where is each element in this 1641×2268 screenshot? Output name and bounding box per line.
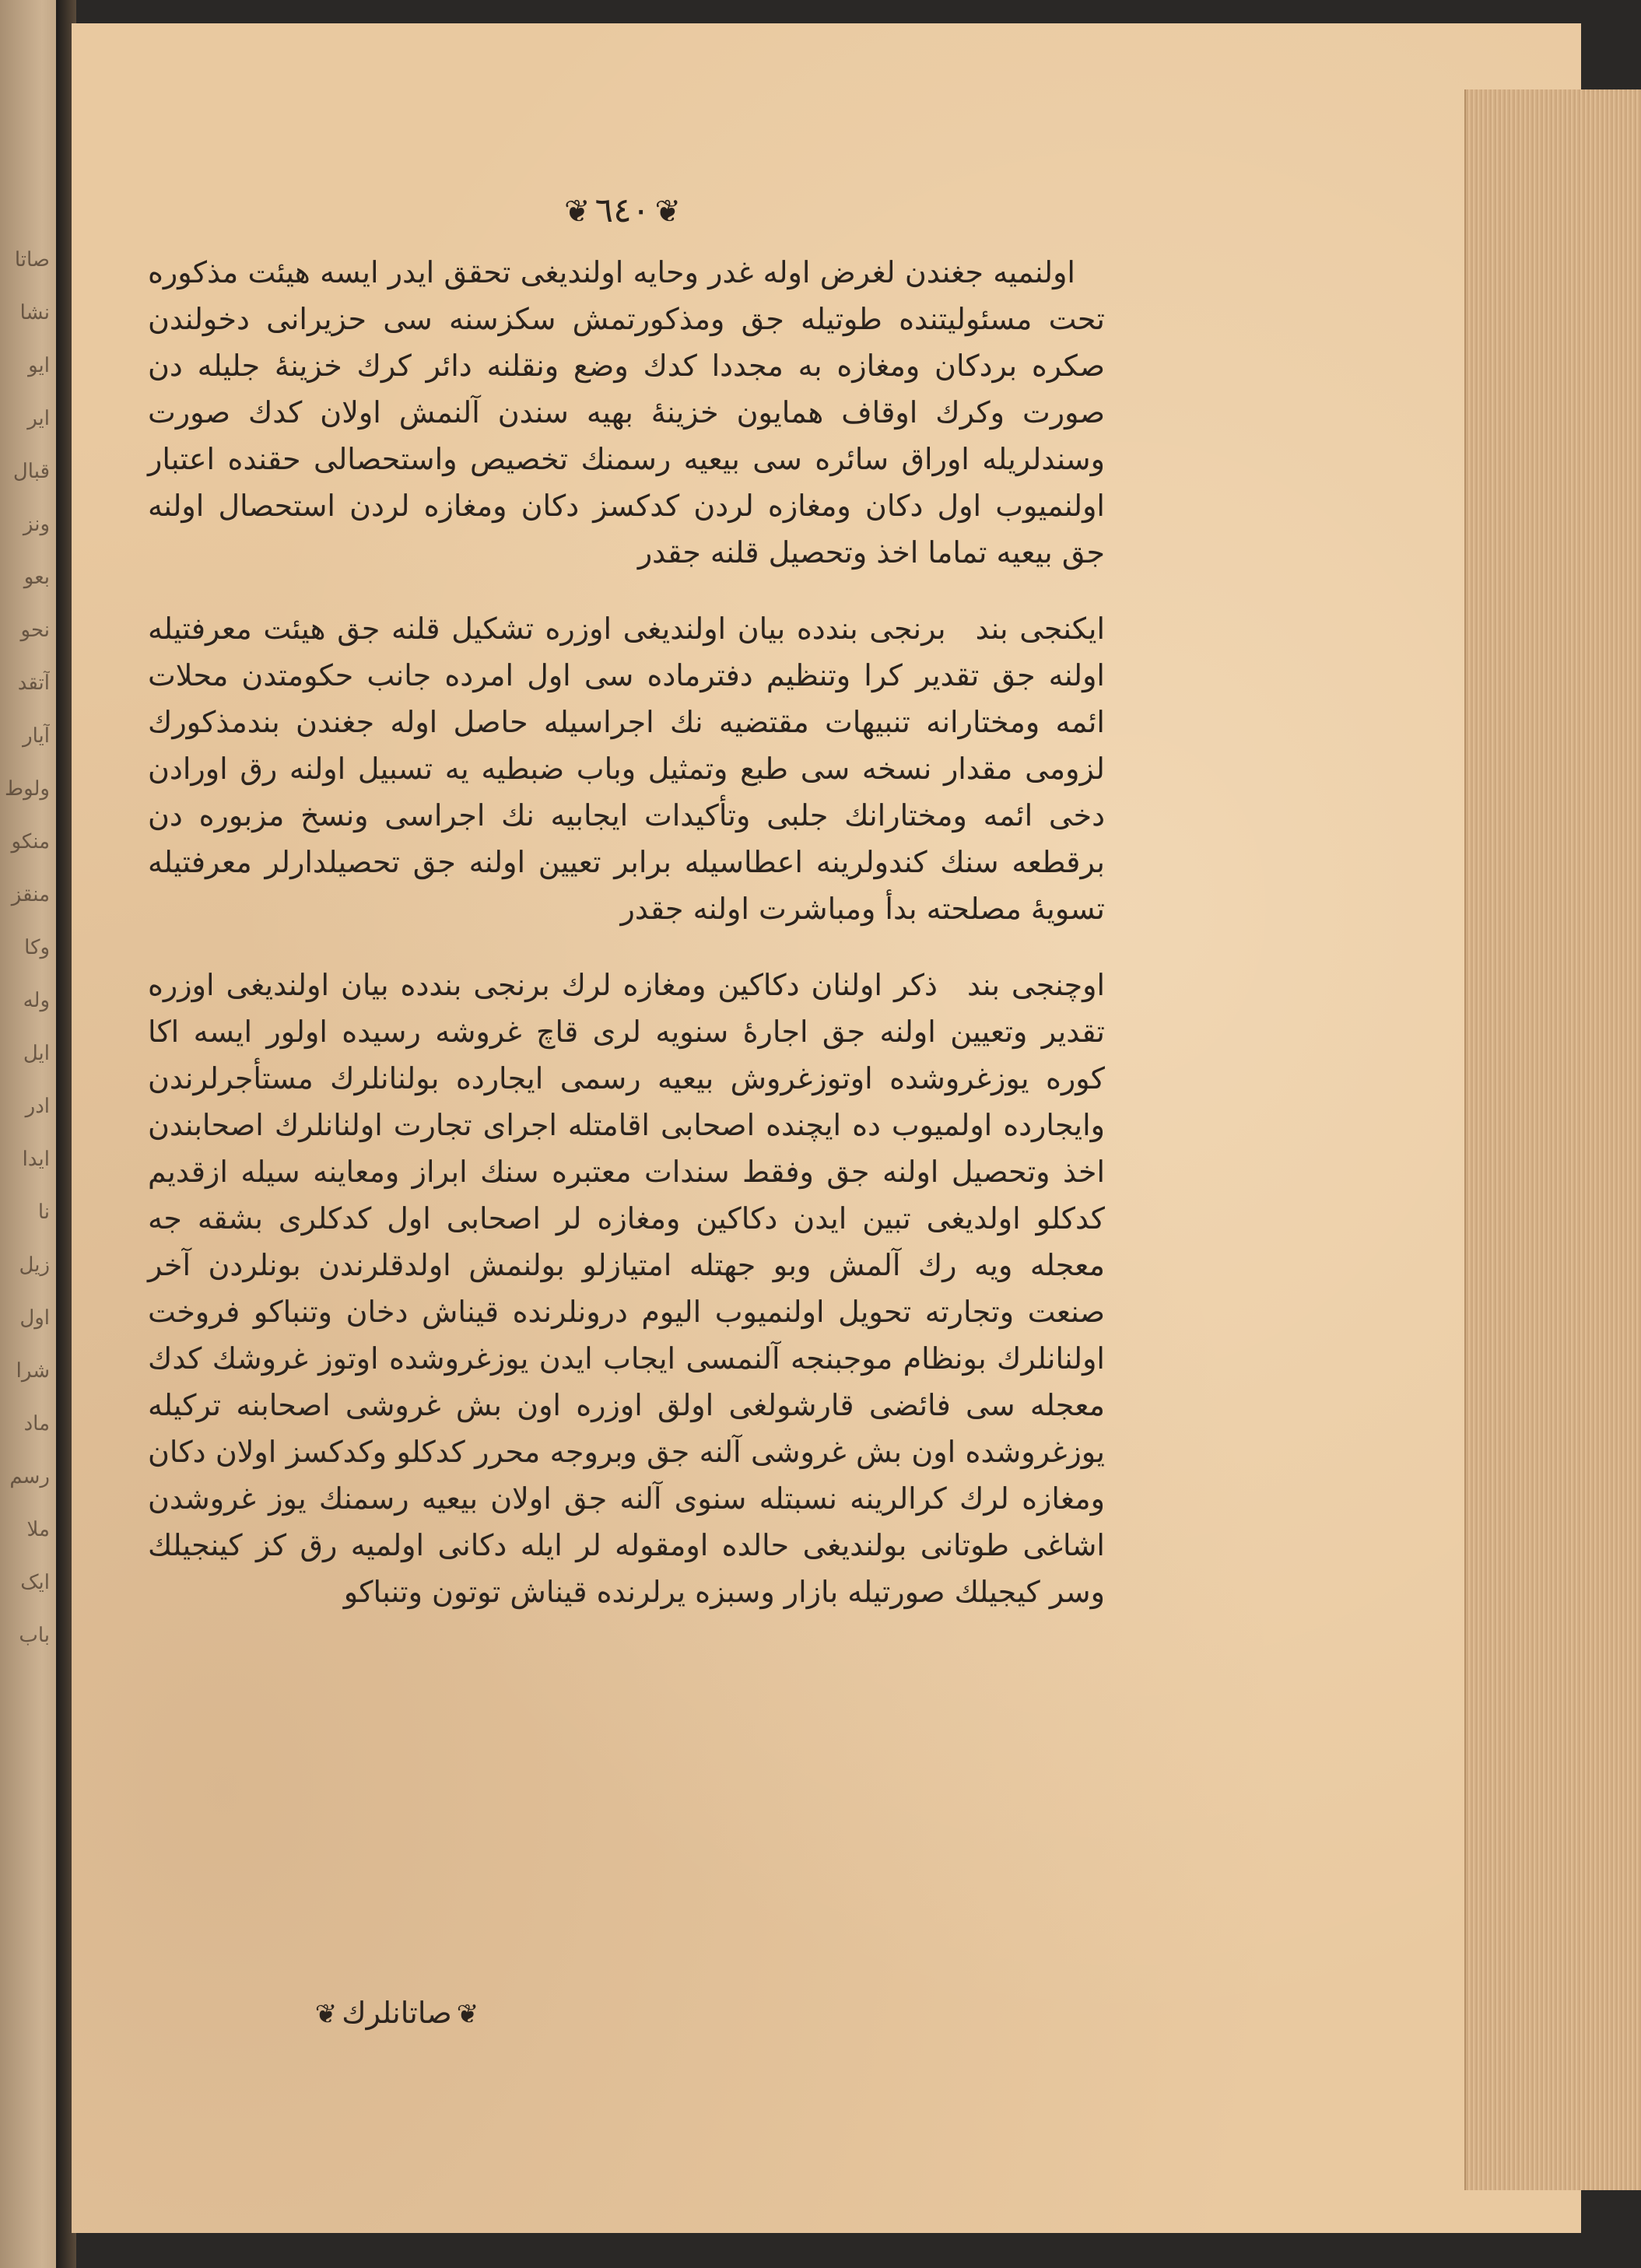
- left-page-fragment: ونز: [23, 513, 50, 536]
- paragraph-3-heading: اوچنجی بند: [966, 968, 1105, 1002]
- left-page-fragment: اول: [19, 1306, 50, 1330]
- left-page-fragment: آتقد: [17, 671, 50, 695]
- left-page-fragment: نا: [37, 1201, 50, 1224]
- left-page-fragment: وکا: [24, 936, 50, 959]
- left-page-fragment: ایل: [23, 1042, 50, 1065]
- ornament-right-icon: ❦: [314, 1999, 338, 2030]
- page-number-header: [545, 191, 700, 237]
- left-page-fragment: ماد: [23, 1412, 50, 1435]
- left-page-fragment: باب: [19, 1624, 50, 1647]
- paragraph-3: [148, 962, 1105, 1615]
- page-number: ٦٤٠: [594, 191, 650, 230]
- paragraph-2: [148, 605, 1105, 932]
- left-page-fragment: نحو: [20, 619, 50, 642]
- left-page-fragment: ایک: [20, 1571, 50, 1594]
- left-page-fragment: ادر: [25, 1095, 50, 1118]
- left-page-fragment: ایو: [28, 354, 50, 377]
- left-page-fragment: ایدا: [22, 1148, 50, 1171]
- catchword-footer: [288, 1996, 506, 2042]
- left-page-text-fragments: [3, 233, 50, 2023]
- paragraph-3-text: ذکر اولنان دکاکین ومغازه لرك برنجی بندده بیان اولندیغی اوزره تقدیر وتعیین اولنه جق اجارهٔ سنویه لری قاچ غروشه رسیده اولور ایسه اکا کوره یوزغروشده اوتوزغروش بیعیه رسمی ایجارده بولنانلرك مستأجرلرندن وایجارده اولمیوب ده ایچنده اصحابی اقامتله اجرای تجارت اولنانلرك اصحابندن اخذ وتحصیل اولنه جق وفقط سندات معتبره سنك ابراز ومعاینه سیله ازقدیم کدکلو اولدیغی تبین ایدن دکاکین ومغازه لر اصحابی اول کدکلری بشقه جه معجله ویه رك آلمش وبو جهتله امتیازلو بولنمش اولدقلرندن بونلردن آخر صنعت وتجارته تحویل اولنمیوب الیوم درونلرنده قیناش دخان وتنباکو فروخت اولنانلرك بونظام موجبنجه آلنمسی ایجاب ایدن یوزغروشده اوتوز غروشك کدك معجله سی فائضی قارشولغی اولق اوزره اون بش غروشی اصحابنه ترکیله یوزغروشده اون بش غروشی آلنه جق وبروجه محرر کدکلو وکدکسز اولان دکان ومغازه لرك کرالرینه نسبتله سنوی آلنه جق اولان بیعیه رسمنك یوز غروشدن اشاغی طوتانی بولندیغی حالده اومقوله لر ایله دکانی اولمیه رق کز کینجیلك وسر کیجیلك صورتیله بازار وسبزه یرلرنده قیناش توتون وتنباکو: [148, 968, 1106, 1609]
- left-page-fragment: شرا: [16, 1359, 50, 1383]
- left-page-fragment: منکو: [11, 830, 50, 854]
- left-page-fragment: قبال: [12, 460, 50, 483]
- left-page-fragment: ولوط: [5, 777, 50, 801]
- body-text: [148, 249, 1105, 1645]
- ornament-right-icon: ❦: [564, 194, 591, 230]
- left-page-fragment: منقز: [11, 883, 50, 906]
- left-page-fragment: بعو: [23, 566, 50, 589]
- page-stack-edges: [1464, 89, 1641, 2190]
- left-page-fragment: ایر: [27, 407, 50, 430]
- paragraph-2-text: برنجی بندده بیان اولندیغی اوزره تشکیل قلنه جق هیئت معرفتیله اولنه جق تقدیر کرا وتنظیم دفترماده سی اول امرده جانب حکومتدن محلات ائمه ومختارانه تنبیهات مقتضیه نك اجراسیله حاصل اوله جغندن بندمذکورك لزومی مقدار نسخه سی طبع وتمثیل وباب ضبطیه یه تسبیل اولنه رق اورادن دخی ائمه ومختارانك جلبی وتأکیدات ایجابیه نك اجراسی ونسخ مزبوره دن برقطعه سنك کندولرینه اعطاسیله برابر تعیین اولنه جق تحصیلدارلر معرفتیله تسویهٔ مصلحته بدأ ومباشرت اولنه جقدر: [148, 612, 1105, 926]
- left-page-fragment: آیار: [23, 724, 50, 748]
- ornament-left-icon: ❦: [654, 194, 681, 230]
- paragraph-1: [148, 249, 1105, 576]
- left-page-fragment: زیل: [19, 1253, 50, 1277]
- catchword: صاتانلرك: [342, 1996, 452, 2030]
- left-page-fragment: نشا: [19, 301, 50, 324]
- left-page-fragment: رسم: [9, 1465, 50, 1488]
- left-page-fragment: وله: [23, 989, 50, 1012]
- ornament-left-icon: ❦: [456, 1999, 479, 2030]
- paragraph-1-text: اولنمیه جغندن لغرض اوله غدر وحایه اولندیغی تحقق ایدر ایسه هیئت مذکوره تحت مسئولیتنده طوتیله جق ومذکورتمش سکزسنه سی حزیرانی دخولندن صکره بردکان ومغازه به مجددا کدك وضع ونقلنه دائر کرك خزینهٔ جلیله دن صورت وکرك اوقاف همایون خزینهٔ بهیه سندن آلنمش اولان کدك صورت وسندلریله اوراق سائره سی بیعیه رسمنك تخصیص واستحصالی حقنده اعتبار اولنمیوب اول دکان ومغازه لردن کدکسز دکان ومغازه لردن استحصال اولنه جق بیعیه تماما اخذ وتحصیل قلنه جقدر: [148, 255, 1105, 570]
- left-page-fragment: ملا: [26, 1518, 50, 1541]
- paragraph-2-heading: ایکنجی بند: [975, 612, 1106, 646]
- left-page-fragment: صاتا: [14, 248, 50, 272]
